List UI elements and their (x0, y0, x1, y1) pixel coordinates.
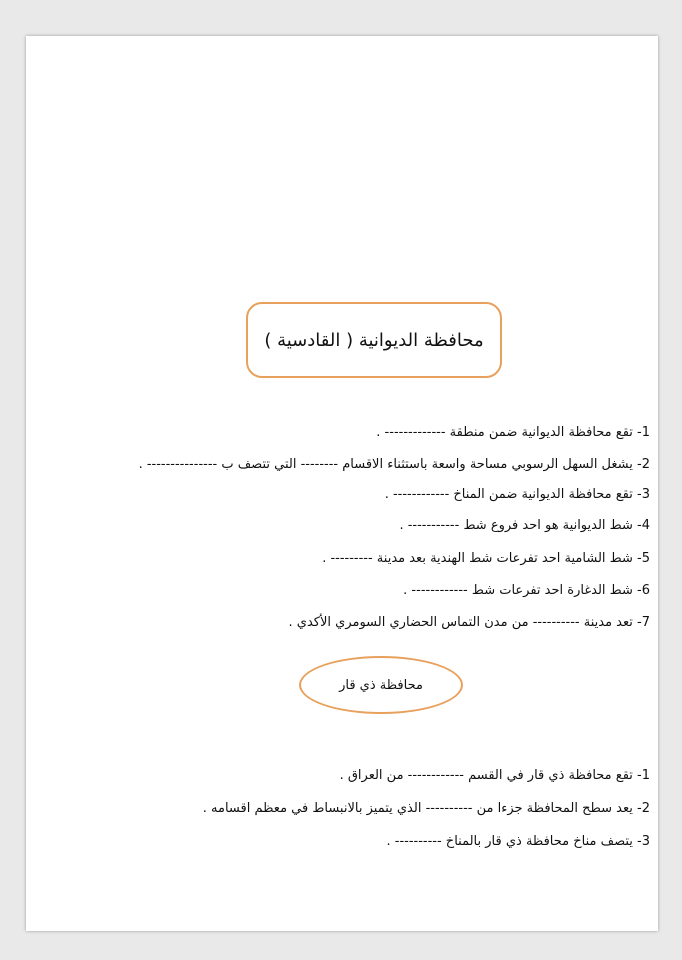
document-page (26, 36, 658, 931)
question-dhi-qar-3: 3- يتصف مناخ محافظة ذي قار بالمناخ ---------- . (386, 834, 650, 849)
section-title-diwaniyah: محافظة الديوانية ( القادسية ) (264, 329, 484, 351)
question-1: 1- تقع محافظة الديوانية ضمن منطقة ------------- . (376, 425, 650, 440)
question-4: 4- شط الديوانية هو احد فروع شط ----------- . (399, 518, 650, 533)
question-7: 7- تعد مدينة ---------- من مدن التماس الحضاري السومري الأكدي . (288, 615, 650, 630)
question-5: 5- شط الشامية احد تفرعات شط الهندية بعد مدينة --------- . (322, 551, 650, 566)
section-title-oval (299, 656, 463, 714)
question-dhi-qar-1: 1- تقع محافظة ذي قار في القسم ------------ من العراق . (339, 768, 650, 783)
question-dhi-qar-2: 2- يعد سطح المحافظة جزءا من ---------- الذي يتميز بالانبساط في معظم اقسامه . (202, 801, 650, 816)
question-3: 3- تقع محافظة الديوانية ضمن المناخ ------------ . (384, 487, 650, 502)
section-title-dhi-qar: محافظة ذي قار (339, 677, 423, 693)
section-title-box (246, 302, 502, 378)
question-2: 2- يشغل السهل الرسوبي مساحة واسعة باستثناء الاقسام -------- التي تتصف ب --------------- . (138, 457, 650, 472)
question-6: 6- شط الدغارة احد تفرعات شط ------------ . (403, 583, 650, 598)
